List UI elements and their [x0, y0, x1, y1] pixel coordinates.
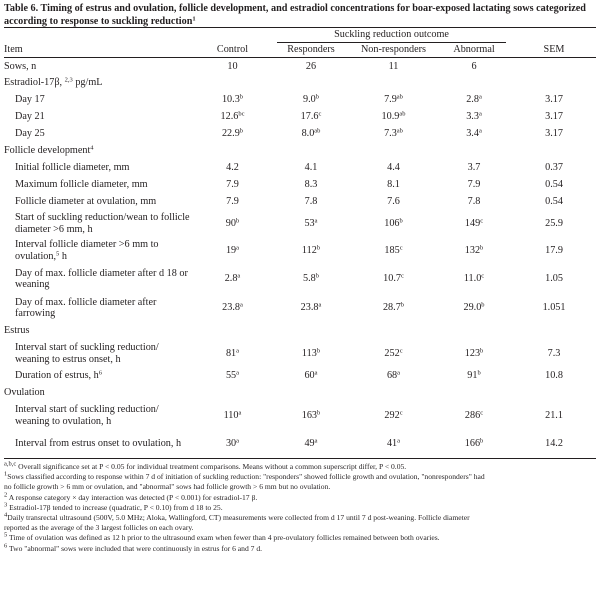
col-sem: SEM — [512, 43, 596, 58]
table-row: Day of max. follicle diameter after farrowing 23.8$^a$ 23.8$^a$ 28.7$^b$ 29.0$^b$ 1.051 — [15, 296, 566, 319]
table-row: Initial follicle diameter, mm 4.2 4.1 4.4 3.7 0.37 — [15, 162, 563, 174]
column-header-row — [4, 43, 596, 58]
table-row: Duration of estrus, $h^6$ 55$^a$ 60$^a$ 68$^a$ 91$^b$ 10.8 — [15, 369, 563, 382]
section-heading: Ovulation — [4, 387, 45, 399]
footnotes — [4, 462, 596, 554]
col-item: Item — [4, 43, 194, 58]
table-row: Start of suckling reduction/wean to follicle diameter >6 mm, h 90$^b$ 53$^a$ 106$^b$ 149$^c$ 25.9 — [15, 212, 563, 235]
table-row: Follicle diameter at ovulation, mm 7.9 7.8 7.6 7.8 0.54 — [15, 196, 563, 208]
table-row: Interval follicle diameter >6 mm to ovulation,$^5$ h 19$^a$ 112$^b$ 185$^c$ 132$^b$ 17.9 — [15, 239, 563, 262]
section-heading: Follicle development$^4$ — [4, 144, 94, 157]
table-row: Day 25 22.9$^b$ 8.0$^{ab}$ 7.3$^{ab}$ 3.4$^a$ 3.17 — [15, 127, 563, 140]
group-header: Suckling reduction outcome — [277, 29, 506, 43]
section-heading: Estradiol-17β, $^{2,3}$ pg/mL — [4, 76, 103, 89]
col-non-responders: Non-responders — [351, 43, 436, 58]
col-control: Control — [194, 43, 271, 58]
footnote: $^3$ Estradiol-17β tended to increase (quadratic, P < 0.10) from d 18 to 25. — [4, 501, 223, 512]
results-table — [4, 27, 596, 459]
footnote: $^4$Daily transrectal ultrasound (500V, 5.0 MHz; Aloka, Wallingford, CT) measurements were collected from d 17 until 7 d post-weaning. Follicle diameter — [4, 511, 470, 523]
table-row: Interval start of suckling reduction/ weaning to ovulation, h 110$^a$ 163$^b$ 292$^c$ 286$^c$ 21.1 — [15, 404, 563, 427]
footnote: $^1$Sows classified according to response within 7 d of initiation of suckling reduction: "responders" showed follicle growth and ovulation, "nonresponders" had — [4, 470, 485, 482]
group-header-row — [4, 28, 596, 43]
footnote: $^6$ Two "abnormal" sows were included that were continuously in estrus for 6 and 7 d. — [4, 542, 263, 553]
footnote: $^{a,b,c}$ Overall significance set at P < 0.05 for individual treatment comparisons. Means without a common superscript differ, P < 0.05. — [4, 460, 407, 471]
table-row: Day 21 12.6$^{bc}$ 17.6$^c$ 10.9$^{ab}$ 3.3$^a$ 3.17 — [15, 110, 563, 123]
table-row: Interval from estrus onset to ovulation, h 30$^a$ 49$^a$ 41$^a$ 166$^b$ 14.2 — [4, 430, 596, 459]
table-caption: Table 6. Timing of estrus and ovulation, follicle development, and estradiol concentrations for boar-exposed lactating sows categorized according to response to suckling reduction$^1$ — [4, 3, 586, 27]
footnote: no follicle growth > 6 mm or ovulation, and "abnormal" sows had follicle growth > 6 mm but no ovulation. — [4, 482, 331, 492]
footnote: reported as the average of the 3 largest follicles on each ovary. — [4, 523, 194, 533]
footnote: $^2$ A response category × day interaction was detected (P < 0.001) for estradiol-17 β. — [4, 491, 258, 502]
col-abnormal: Abnormal — [436, 43, 512, 58]
table-row: Day of max. follicle diameter after d 18 or weaning 2.8$^a$ 5.8$^b$ 10.7$^c$ 11.0$^c$ 1.05 — [15, 267, 563, 290]
table-figure — [4, 0, 596, 554]
table-row: Sows, n 10 26 11 6 — [4, 60, 477, 72]
table-row: Interval start of suckling reduction/ weaning to estrus onset, h 81$^a$ 113$^b$ 252$^c$ 123$^b$ 7.3 — [15, 342, 561, 365]
table-row: Maximum follicle diameter, mm 7.9 8.3 8.1 7.9 0.54 — [15, 179, 563, 191]
footnote: $^5$ Time of ovulation was defined as 12 h prior to the ultrasound exam when fewer than 4 pre-ovulatory follicles remained between both ovaries. — [4, 531, 440, 543]
table-row: Day 17 10.3$^b$ 9.0$^b$ 7.9$^{ab}$ 2.8$^a$ 3.17 — [15, 93, 563, 106]
col-responders: Responders — [271, 43, 351, 58]
section-heading: Estrus — [4, 325, 30, 337]
